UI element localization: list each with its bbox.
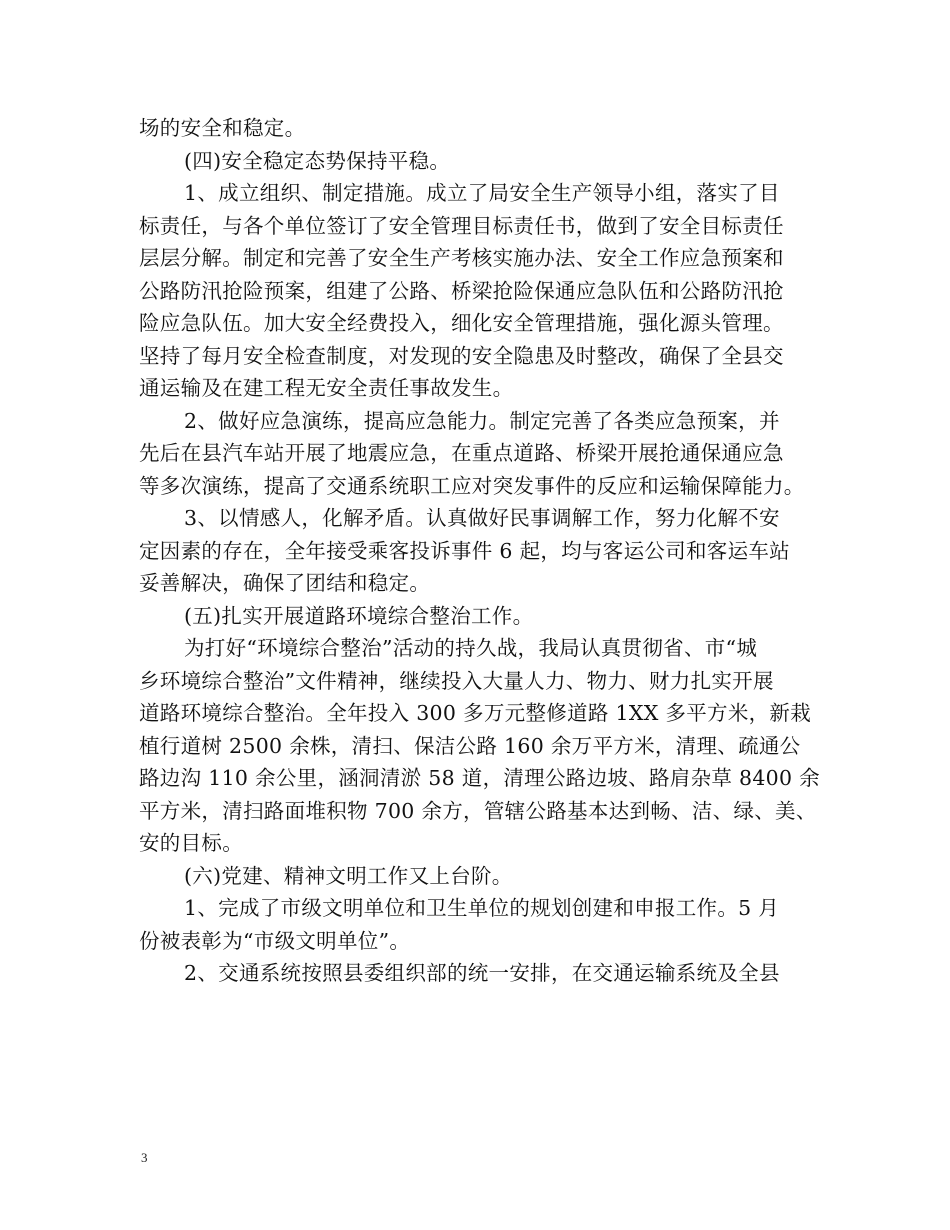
- text-line: 坚持了每月安全检查制度，对发现的安全隐患及时整改，确保了全县交: [139, 343, 784, 368]
- text-line: 2、交通系统按照县委组织部的统一安排，在交通运输系统及全县: [184, 961, 780, 985]
- section-heading-4: (四)安全稳定态势保持平稳。: [184, 148, 451, 173]
- text-line: 先后在县汽车站开展了地震应急，在重点道路、桥梁开展抢通保通应急: [139, 441, 784, 465]
- text-line: 公路防汛抢险预案，组建了公路、桥梁抢险保通应急队伍和公路防汛抢: [139, 278, 784, 303]
- text-line: 路边沟 110 余公里，涵洞清淤 58 道，清理公路边坡、路肩杂草 8400 余: [139, 766, 820, 790]
- text-line: 安的目标。: [139, 831, 243, 855]
- page-number: 3: [141, 1150, 148, 1165]
- text-line: 等多次演练，提高了交通系统职工应对突发事件的反应和运输保障能力。: [139, 473, 805, 498]
- text-line: 平方米，清扫路面堆积物 700 余方，管辖公路基本达到畅、洁、绿、美、: [139, 798, 817, 823]
- text-line: 1、成立组织、制定措施。成立了局安全生产领导小组，落实了目: [184, 181, 780, 205]
- document-body: [139, 112, 824, 990]
- text-line: 植行道树 2500 余株，清扫、保洁公路 160 余万平方米，清理、疏通公: [139, 733, 801, 758]
- text-line: 1、完成了市级文明单位和卫生单位的规划创建和申报工作。5 月: [184, 896, 780, 920]
- text-line: 乡环境综合整治”文件精神，继续投入大量人力、物力、财力扎实开展: [139, 668, 774, 693]
- text-line: 妥善解决，确保了团结和稳定。: [139, 571, 431, 595]
- text-line: 3、以情感人，化解矛盾。认真做好民事调解工作，努力化解不安: [184, 506, 780, 530]
- text-line: 险应急队伍。加大安全经费投入，细化安全管理措施，强化源头管理。: [139, 311, 784, 335]
- text-line: 2、做好应急演练，提高应急能力。制定完善了各类应急预案，并: [184, 408, 780, 433]
- section-heading-6: (六)党建、精神文明工作又上台阶。: [184, 863, 513, 888]
- text-line: 定因素的存在，全年接受乘客投诉事件 6 起，均与客运公司和客运车站: [139, 538, 790, 563]
- text-line: 标责任，与各个单位签订了安全管理目标责任书，做到了安全目标责任: [139, 213, 784, 238]
- text-line: 层层分解。制定和完善了安全生产考核实施办法、安全工作应急预案和: [139, 246, 784, 270]
- text-line: 场的安全和稳定。: [139, 116, 306, 140]
- text-line: 道路环境综合整治。全年投入 300 多万元整修道路 1XX 多平方米，新栽: [139, 701, 812, 725]
- text-line: 份被表彰为“市级文明单位”。: [139, 928, 411, 953]
- text-line: 通运输及在建工程无安全责任事故发生。: [139, 376, 514, 400]
- section-heading-5: (五)扎实开展道路环境综合整治工作。: [184, 603, 534, 628]
- text-line: 为打好“环境综合整治”活动的持久战，我局认真贯彻省、市“城: [184, 636, 758, 660]
